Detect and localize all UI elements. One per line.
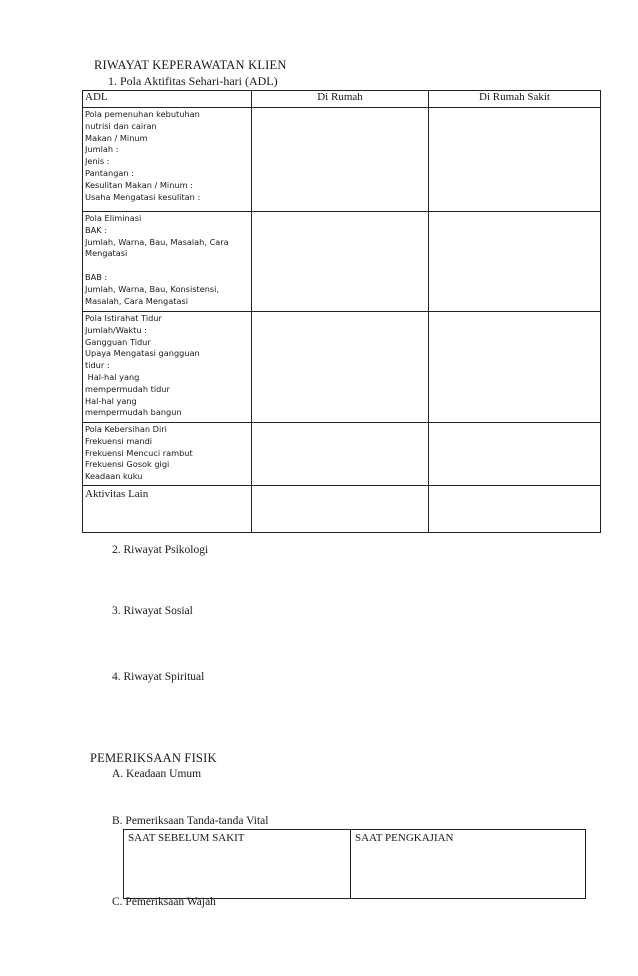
input-cell-rumah[interactable]	[252, 486, 429, 533]
adl-row-aktivitas	[83, 486, 601, 533]
row-text: Pola Istirahat Tidur Jumlah/Waktu : Gangguan Tidur Upaya Mengatasi gangguan tidur : Hal-hal yang mempermudah tidur Hal-hal yang mempermudah bangun	[85, 313, 200, 418]
vital-col-pengkajian[interactable]	[351, 830, 586, 899]
adl-label-nutrisi	[83, 108, 252, 212]
header-di-rumah: Di Rumah	[252, 91, 429, 108]
input-cell-rumah-sakit[interactable]	[429, 486, 601, 533]
input-cell-rumah-sakit[interactable]	[429, 312, 601, 423]
input-cell-rumah[interactable]	[252, 312, 429, 423]
adl-label-kebersihan	[83, 423, 252, 486]
input-cell-rumah-sakit[interactable]	[429, 423, 601, 486]
section-tanda-vital: B. Pemeriksaan Tanda-tanda Vital	[112, 815, 269, 827]
row-text: Pola Eliminasi BAK : Jumlah, Warna, Bau, Masalah, Cara Mengatasi BAB : Jumlah, Warna, Bau, Konsistensi, Masalah, Cara Mengatasi	[85, 213, 229, 306]
adl-row-kebersihan	[83, 423, 601, 486]
input-cell-rumah[interactable]	[252, 108, 429, 212]
section-pemeriksaan-wajah: C. Pemeriksaan Wajah	[112, 896, 216, 908]
section-riwayat-sosial: 3. Riwayat Sosial	[112, 605, 193, 617]
header-di-rumah-sakit: Di Rumah Sakit	[429, 91, 601, 108]
input-cell-rumah-sakit[interactable]	[429, 108, 601, 212]
adl-row-nutrisi	[83, 108, 601, 212]
adl-header-row	[83, 91, 601, 108]
adl-label-eliminasi	[83, 212, 252, 312]
section-riwayat-psikologi: 2. Riwayat Psikologi	[112, 544, 209, 556]
section-title-riwayat: RIWAYAT KEPERAWATAN KLIEN	[94, 58, 287, 72]
adl-row-eliminasi	[83, 212, 601, 312]
adl-row-istirahat	[83, 312, 601, 423]
section-riwayat-spiritual: 4. Riwayat Spiritual	[112, 671, 205, 683]
vital-col-label: SAAT PENGKAJIAN	[355, 832, 454, 844]
adl-label-aktivitas	[83, 486, 252, 533]
row-text: Aktivitas Lain	[85, 488, 149, 500]
section-title-pemeriksaan-fisik: PEMERIKSAAN FISIK	[90, 751, 217, 765]
input-cell-rumah[interactable]	[252, 212, 429, 312]
adl-table	[82, 90, 601, 533]
vital-col-label: SAAT SEBELUM SAKIT	[128, 832, 245, 844]
input-cell-rumah[interactable]	[252, 423, 429, 486]
subsection-adl: 1. Pola Aktifitas Sehari-hari (ADL)	[108, 74, 278, 88]
section-keadaan-umum: A. Keadaan Umum	[112, 768, 202, 780]
row-text: Pola Kebersihan Diri Frekuensi mandi Frekuensi Mencuci rambut Frekuensi Gosok gigi Keadaan kuku	[85, 424, 193, 482]
vital-col-sebelum-sakit[interactable]	[124, 830, 351, 899]
row-text: Pola pemenuhan kebutuhan nutrisi dan cairan Makan / Minum Jumlah : Jenis : Pantangan : Kesulitan Makan / Minum : Usaha Mengatasi kesulitan :	[85, 109, 201, 202]
adl-label-istirahat	[83, 312, 252, 423]
header-adl: ADL	[83, 91, 252, 108]
input-cell-rumah-sakit[interactable]	[429, 212, 601, 312]
vital-signs-table	[123, 829, 586, 899]
vital-row	[124, 830, 586, 899]
